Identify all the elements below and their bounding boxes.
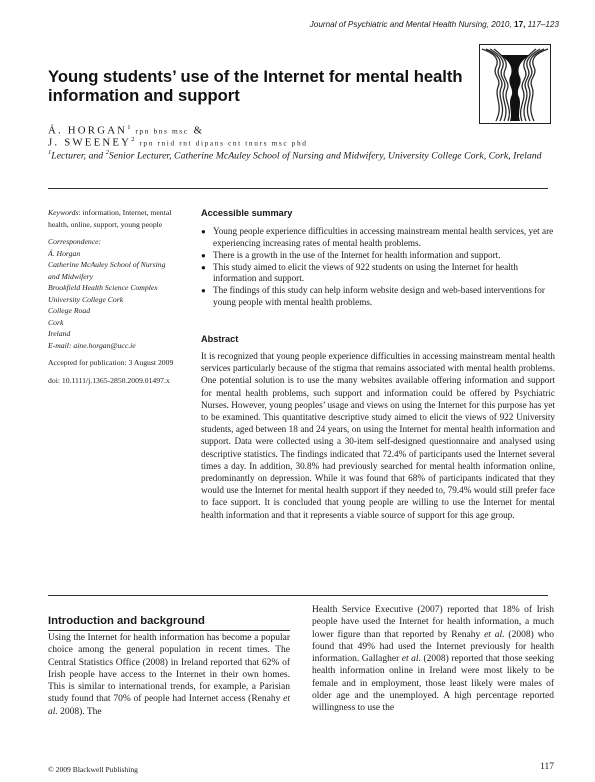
body-text: 2008). The <box>57 706 102 717</box>
body-text: (2008) reported that those seeking health information online in Ireland were most likely to be female and in employment, those least likely were males of older age and the unemployed. A high percentage reported willingness to use the <box>312 654 554 714</box>
copyright-notice: © 2009 Blackwell Publishing <box>48 765 138 774</box>
citation-etal: et al. <box>48 694 290 717</box>
body-text: (2008) who found that 49% had used the Internet previously for health information. Gallagher <box>312 629 554 665</box>
correspondence-email[interactable]: E-mail: aine.horgan@ucc.ie <box>48 340 136 350</box>
affil-text-2: Senior Lecturer, Catherine McAuley School of Nursing and Midwifery, University College Cork, Cork, Ireland <box>108 150 542 162</box>
author-joiner: & <box>193 124 205 137</box>
journal-name: Journal of Psychiatric and Mental Health Nursing, <box>309 20 489 29</box>
correspondence-line: Ireland <box>48 329 71 338</box>
journal-logo <box>479 44 551 124</box>
summary-bullet-text: There is a growth in the use of the Internet for health information and support. <box>213 249 501 260</box>
body-column-left <box>48 632 290 718</box>
abstract-heading: Abstract <box>201 334 239 344</box>
journal-year: 2010, <box>491 20 512 29</box>
journal-pages: 117–123 <box>527 20 559 29</box>
accessible-summary <box>201 207 555 309</box>
section-heading: Introduction and background <box>48 615 205 627</box>
divider <box>48 188 548 189</box>
author-affil-marker: 1 <box>127 124 131 131</box>
keywords <box>48 207 193 230</box>
author-name: Á. HORGAN <box>48 124 128 137</box>
summary-bullet-text: This study aimed to elicit the views of 922 students on using the Internet for health information and support. <box>213 261 518 284</box>
summary-bullet <box>201 262 555 285</box>
page-number: 117 <box>540 762 554 772</box>
correspondence-heading: Correspondence: <box>48 237 102 246</box>
bullet-icon: ● <box>201 250 206 260</box>
citation-etal: et al. <box>401 654 421 665</box>
correspondence-line: Cork <box>48 317 64 327</box>
affil-text-1: Lecturer, and <box>51 150 106 162</box>
abstract-text: It is recognized that young people experience difficulties in accessing mainstream mental health services particularly because of the stigma that remains associated with mental health problems. One potential solution is to use the many websites available offering information and support for mental health problems, such support and information could be offered by Psychiatric Nurses. However, young peoples’ usage and views on using the Internet for this purpose has yet to be examined. This quantitative descriptive study aimed to elicit the views of 922 University students, aged between 18 and 24 years, on using the Internet for mental health information and support. Data were collected using a 30-item self-designed questionnaire and analysed using descriptive statistics. The findings indicated that 72.4% of participants used the Internet several times a day. In addition, 30.8% had previously searched for mental health information online, predominantly on depression. While it was found that 68% of participants indicated that they would use the Internet for mental health support if they needed to, 79.4% would still prefer face to face support. It is concluded that young people are willing to use the Internet for mental health information and that it represents a viable source of support for this age group. <box>201 351 555 520</box>
correspondence-line: Catherine McAuley School of Nursing <box>48 260 166 269</box>
divider <box>48 595 548 596</box>
doi-link[interactable]: doi: 10.1111/j.1365-2850.2009.01497.x <box>48 375 170 385</box>
summary-bullet-text: The findings of this study can help inform website design and web-based interventions for young people with mental health problems. <box>213 285 545 308</box>
body-text: Using the Internet for health information has become a popular choice among the general population in recent times. The Central Statistics Office (2008) in Ireland reported that 62% of Irish people have access to the Internet in their own homes. This is similar to international trends, for example, a Parisian study found that 70% of people had Internet access (Renahy <box>48 633 290 705</box>
bullet-icon: ● <box>201 286 206 296</box>
article-sidebar <box>48 207 193 386</box>
correspondence-line: University College Cork <box>48 294 124 304</box>
bullet-icon: ● <box>201 227 206 236</box>
author-affil-marker: 2 <box>131 136 135 143</box>
summary-bullet <box>201 285 555 308</box>
correspondence-line: Brookfield Health Science Complex <box>48 283 158 292</box>
affil-marker: 2 <box>105 149 109 156</box>
author-name: J. SWEENEY <box>48 136 132 149</box>
affil-marker: 1 <box>48 149 52 156</box>
journal-citation <box>310 20 559 29</box>
article-title: Young students’ use of the Internet for mental health information and support <box>48 67 463 105</box>
body-column-right <box>312 604 554 715</box>
summary-bullet-text: Young people experience difficulties in accessing mainstream mental health services, yet are experiencing increasing rates of mental health problems. <box>213 226 554 248</box>
correspondence-line: Á. Horgan <box>48 248 81 258</box>
citation-etal: et al. <box>484 629 505 640</box>
body-text: Health Service Executive (2007) reported that 18% of Irish people have used the Internet for health information, a much lower figure than that reported by Renahy <box>312 605 554 640</box>
summary-heading: Accessible summary <box>201 208 293 218</box>
journal-volume: 17, <box>514 20 526 29</box>
faces-logo-icon <box>480 45 550 123</box>
correspondence-line: and Midwifery <box>48 271 94 281</box>
section-heading-underline <box>48 630 290 631</box>
summary-bullet <box>201 226 555 249</box>
keywords-label: Keywords <box>48 208 79 217</box>
author-credentials: rpn rnid rnt dipans cnt tnurs msc phd <box>139 138 308 148</box>
bullet-icon: ● <box>201 262 206 272</box>
keywords-list: : information, Internet, mental health, online, support, young people <box>48 208 172 229</box>
accepted-date: Accepted for publication: 3 August 2009 <box>48 358 174 367</box>
affiliations <box>48 146 548 162</box>
correspondence-line: College Road <box>48 306 91 315</box>
author-credentials: rpn bns msc <box>135 126 189 136</box>
summary-bullet <box>201 250 555 262</box>
summary-bullets <box>201 226 555 309</box>
